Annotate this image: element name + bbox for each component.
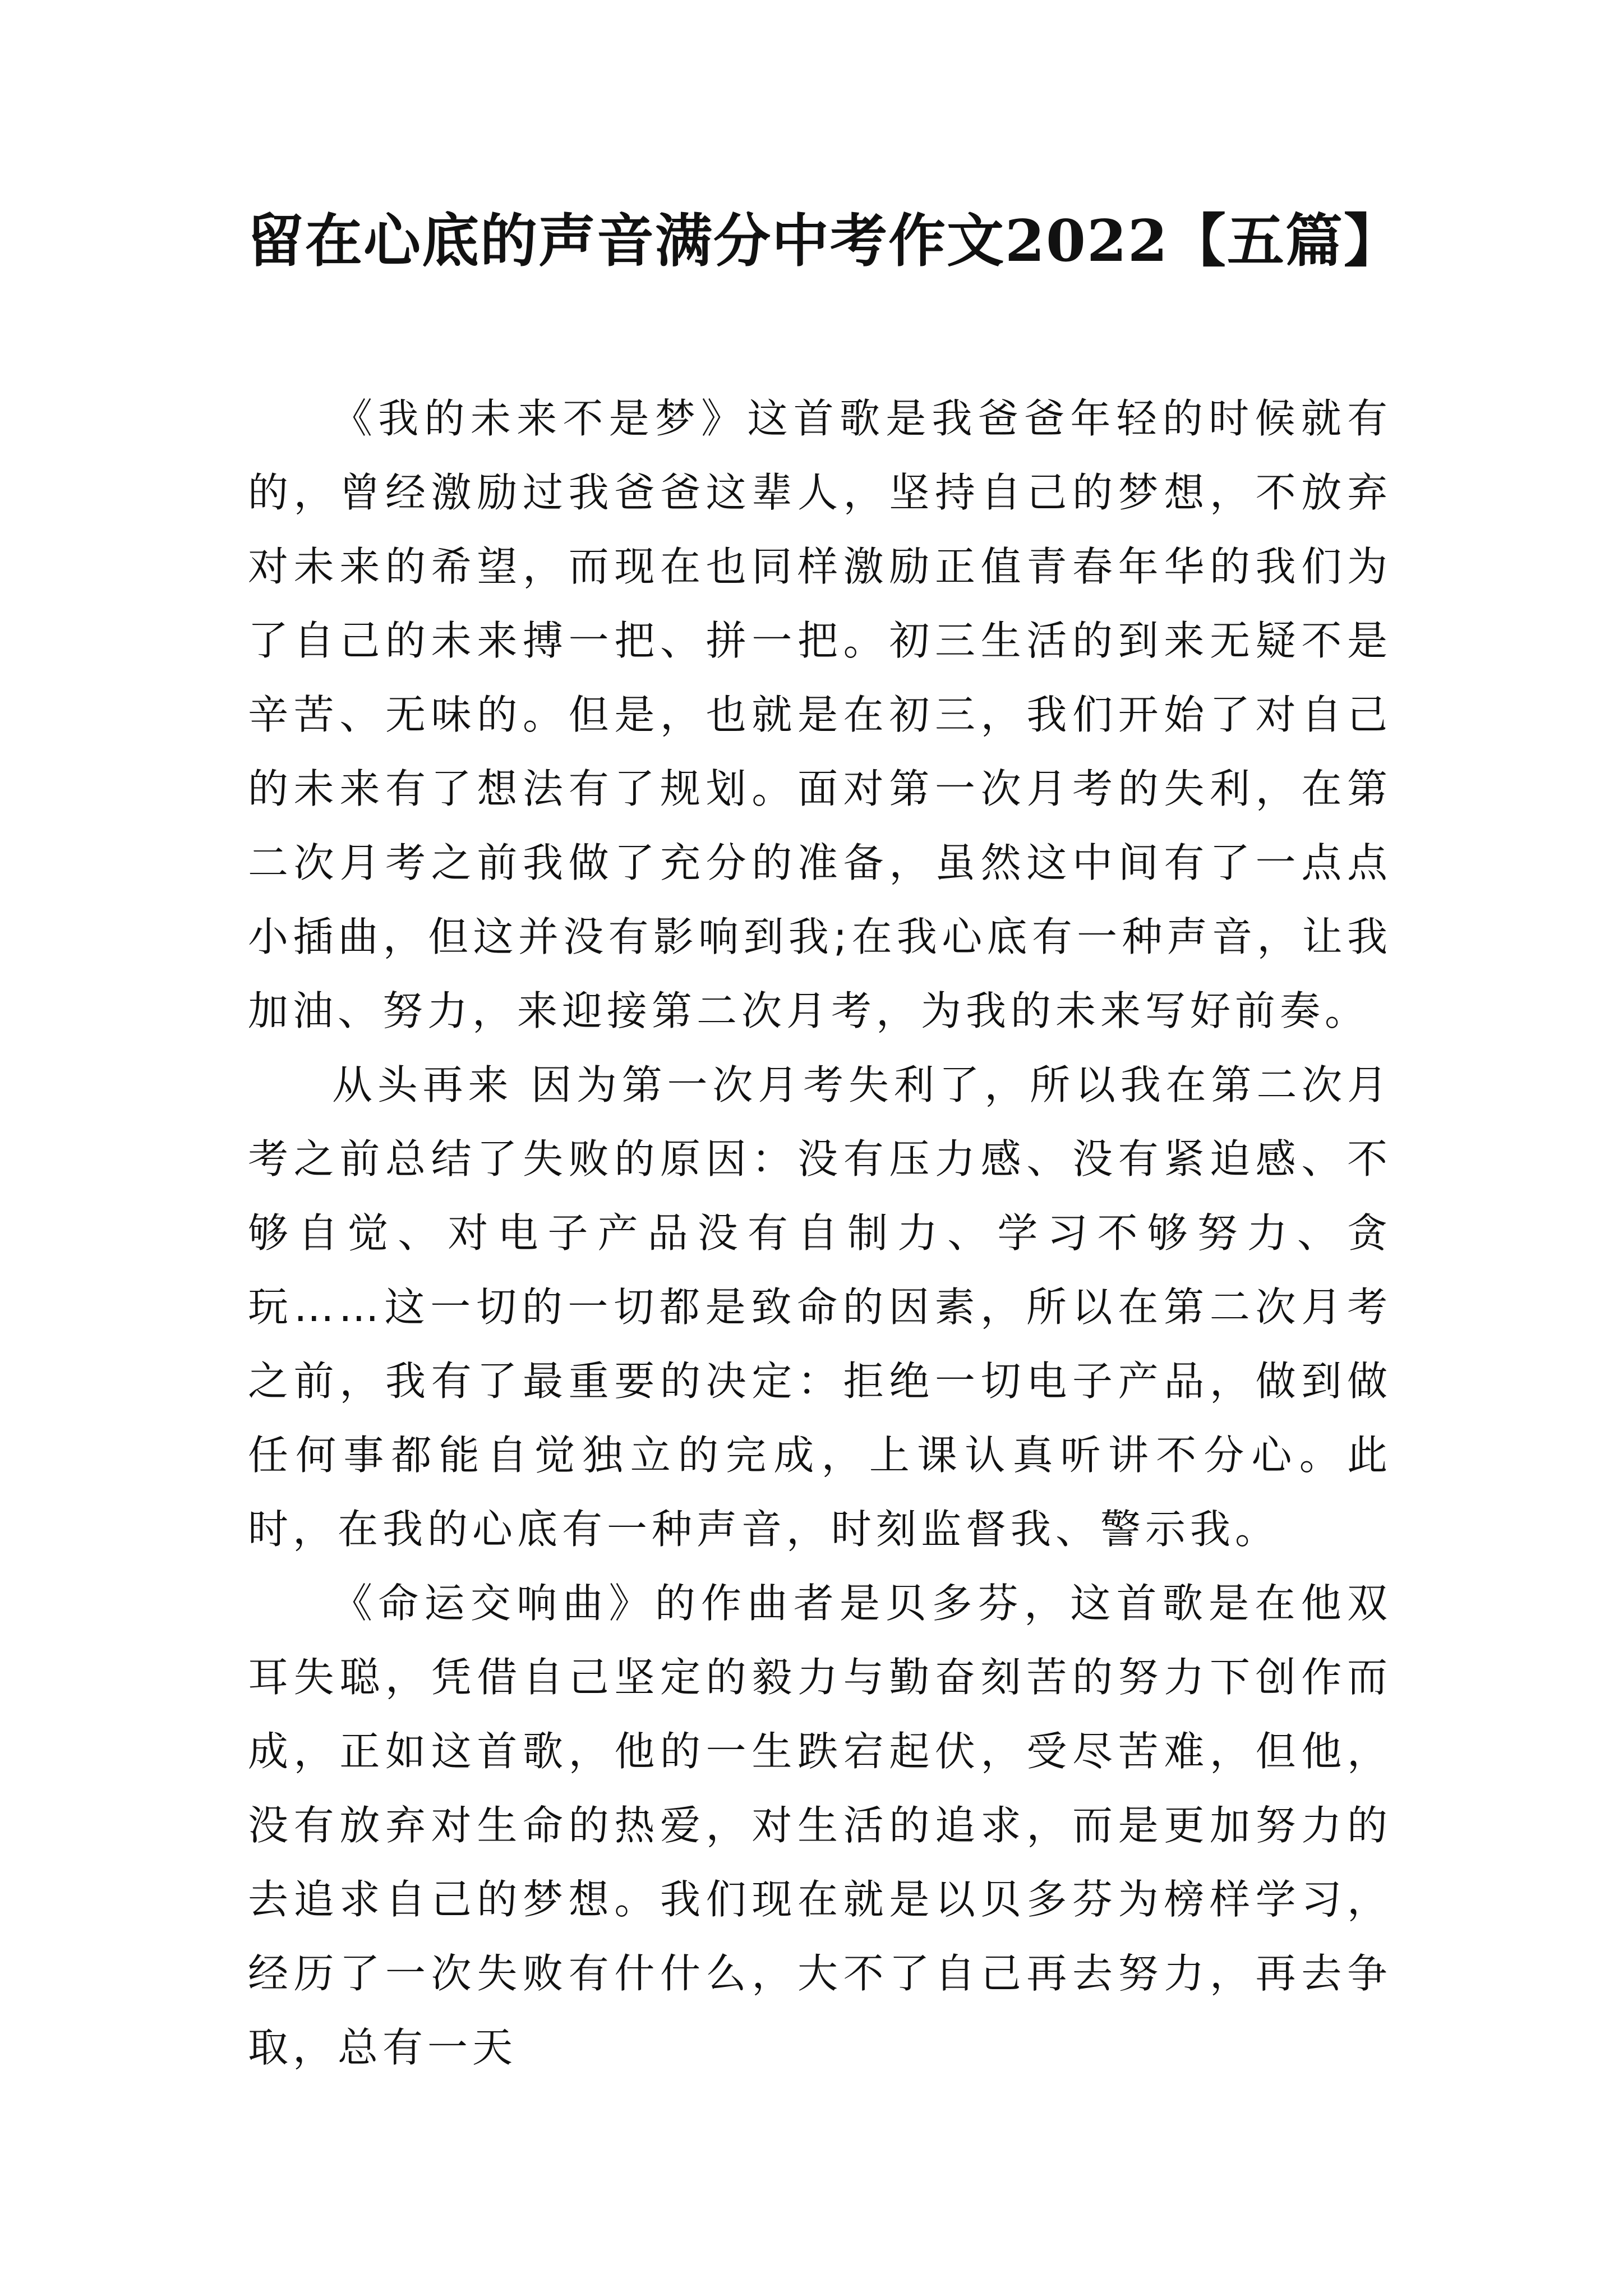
paragraph: 《我的未来不是梦》这首歌是我爸爸年轻的时候就有的，曾经激励过我爸爸这辈人，坚持自己的梦想，不放弃对未来的希望，而现在也同样激励正值青春年华的我们为了自己的未来搏一把、拼一把。初三生活的到来无疑不是辛苦、无味的。但是，也就是在初三，我们开始了对自己的未来有了想法有了规划。面对第一次月考的失利，在第二次月考之前我做了充分的准备，虽然这中间有了一点点小插曲，但这并没有影响到我;在我心底有一种声音，让我加油、努力，来迎接第二次月考，为我的未来写好前奏。 [248,395,1392,1034]
document-title: 留在心底的声音满分中考作文2022【五篇】 [247,208,1402,275]
paragraph: 《命运交响曲》的作曲者是贝多芬，这首歌是在他双耳失聪，凭借自己坚定的毅力与勤奋刻苦的努力下创作而成，正如这首歌，他的一生跌宕起伏，受尽苦难，但他，没有放弃对生命的热爱，对生活的追求，而是更加努力的去追求自己的梦想。我们现在就是以贝多芬为榜样学习，经历了一次失败有什什么，大不了自己再去努力，再去争取，总有一天 [248,1580,1392,2071]
paragraph: 从头再来 因为第一次月考失利了，所以我在第二次月考之前总结了失败的原因：没有压力感、没有紧迫感、不够自觉、对电子产品没有自制力、学习不够努力、贪玩……这一切的一切都是致命的因素，所以在第二次月考之前，我有了最重要的决定：拒绝一切电子产品，做到做任何事都能自觉独立的完成，上课认真听讲不分心。此时，在我的心底有一种声音，时刻监督我、警示我。 [248,1061,1392,1553]
document-body [248,381,1392,2085]
